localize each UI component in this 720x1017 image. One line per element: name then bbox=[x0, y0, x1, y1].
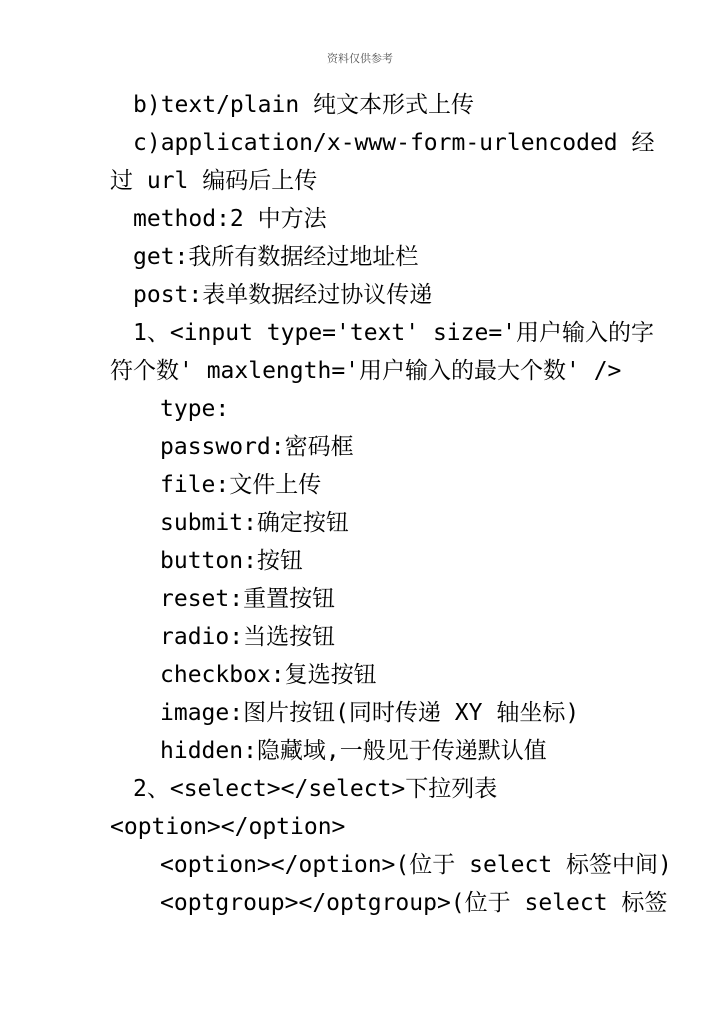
doc-line-7: 1、<input type='text' size='用户输入的字 bbox=[133, 320, 655, 346]
doc-line-4: method:2 中方法 bbox=[133, 206, 327, 232]
doc-line-19: 2、<select></select>下拉列表 bbox=[133, 776, 498, 802]
doc-line-17: image:图片按钮(同时传递 XY 轴坐标) bbox=[160, 700, 580, 726]
doc-line-6: post:表单数据经过协议传递 bbox=[133, 282, 433, 308]
doc-line-13: button:按钮 bbox=[160, 548, 303, 574]
doc-line-9: type: bbox=[160, 396, 230, 422]
doc-line-2: c)application/x-www-form-urlencoded 经 bbox=[133, 130, 655, 156]
page-header: 资料仅供参考 bbox=[327, 52, 393, 65]
doc-line-8: 符个数' maxlength='用户输入的最大个数' /> bbox=[110, 358, 622, 384]
doc-line-20: <option></option> bbox=[110, 814, 346, 840]
doc-line-3: 过 url 编码后上传 bbox=[110, 168, 318, 194]
doc-line-22: <optgroup></optgroup>(位于 select 标签 bbox=[160, 890, 668, 916]
doc-line-16: checkbox:复选按钮 bbox=[160, 662, 377, 688]
doc-line-18: hidden:隐藏域,一般见于传递默认值 bbox=[160, 738, 547, 764]
doc-line-21: <option></option>(位于 select 标签中间) bbox=[160, 852, 672, 878]
doc-line-5: get:我所有数据经过地址栏 bbox=[133, 244, 419, 270]
doc-line-14: reset:重置按钮 bbox=[160, 586, 336, 612]
doc-line-11: file:文件上传 bbox=[160, 472, 322, 498]
doc-line-1: b)text/plain 纯文本形式上传 bbox=[133, 92, 475, 118]
doc-line-15: radio:当选按钮 bbox=[160, 624, 336, 650]
doc-line-12: submit:确定按钮 bbox=[160, 510, 349, 536]
doc-line-10: password:密码框 bbox=[160, 434, 354, 460]
